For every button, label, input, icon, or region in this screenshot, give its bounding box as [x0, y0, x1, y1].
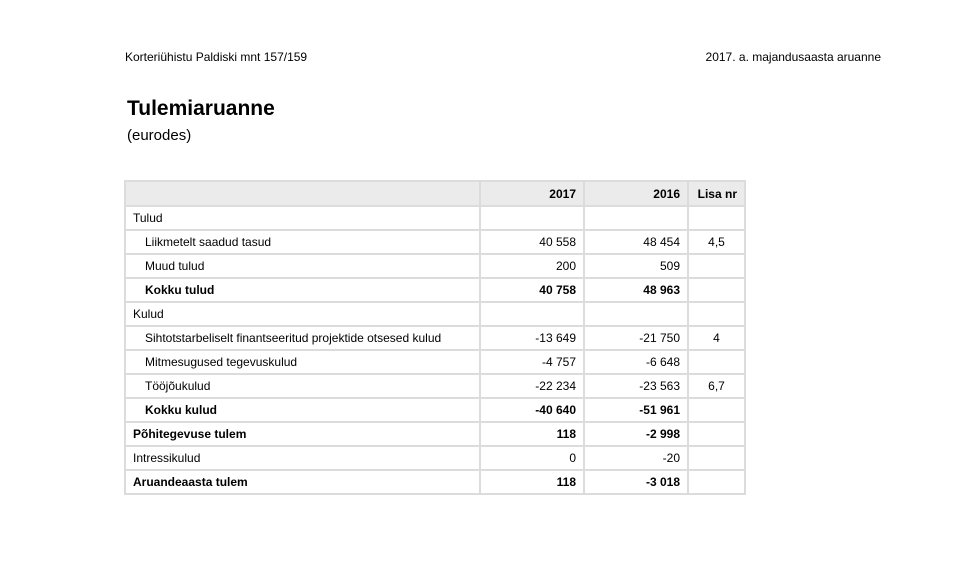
- value-2017: 0: [480, 446, 584, 470]
- note-ref: [688, 398, 745, 422]
- column-header-2016: 2016: [584, 181, 688, 206]
- value-2017: 118: [480, 470, 584, 494]
- value-2016: -3 018: [584, 470, 688, 494]
- value-2016: -6 648: [584, 350, 688, 374]
- table-header-row: [125, 181, 745, 206]
- value-2017: 40 758: [480, 278, 584, 302]
- row-label: Tulud: [125, 206, 480, 230]
- note-ref: [688, 422, 745, 446]
- income-statement-table: [124, 180, 746, 495]
- value-2017: 118: [480, 422, 584, 446]
- table-row: [125, 230, 745, 254]
- value-2016: -20: [584, 446, 688, 470]
- note-ref: [688, 302, 745, 326]
- row-label: Tööjõukulud: [125, 374, 480, 398]
- note-ref: [688, 446, 745, 470]
- value-2016: 509: [584, 254, 688, 278]
- table-row: [125, 254, 745, 278]
- row-label: Kokku tulud: [125, 278, 480, 302]
- column-header-note: Lisa nr: [688, 181, 745, 206]
- value-2017: -4 757: [480, 350, 584, 374]
- note-ref: 6,7: [688, 374, 745, 398]
- table-row: [125, 374, 745, 398]
- row-label: Aruandeaasta tulem: [125, 470, 480, 494]
- row-label: Intressikulud: [125, 446, 480, 470]
- company-name: Korteriühistu Paldiski mnt 157/159: [125, 50, 308, 64]
- row-label: Sihtotstarbeliselt finantseeritud projektide otsesed kulud: [125, 326, 480, 350]
- table-row: [125, 446, 745, 470]
- table-row: [125, 302, 745, 326]
- value-2016: 48 963: [584, 278, 688, 302]
- row-label: Liikmetelt saadud tasud: [125, 230, 480, 254]
- value-2017: 40 558: [480, 230, 584, 254]
- value-2017: [480, 206, 584, 230]
- row-label: Kokku kulud: [125, 398, 480, 422]
- report-title: 2017. a. majandusaasta aruanne: [705, 50, 881, 64]
- note-ref: [688, 278, 745, 302]
- value-2016: 48 454: [584, 230, 688, 254]
- value-2016: -21 750: [584, 326, 688, 350]
- value-2016: -23 563: [584, 374, 688, 398]
- note-ref: 4,5: [688, 230, 745, 254]
- row-label: Muud tulud: [125, 254, 480, 278]
- value-2017: [480, 302, 584, 326]
- value-2017: -40 640: [480, 398, 584, 422]
- table-row: [125, 278, 745, 302]
- note-ref: 4: [688, 326, 745, 350]
- table-row: [125, 422, 745, 446]
- column-header-label: [125, 181, 480, 206]
- note-ref: [688, 350, 745, 374]
- value-2016: [584, 206, 688, 230]
- table-row: [125, 206, 745, 230]
- note-ref: [688, 206, 745, 230]
- note-ref: [688, 470, 745, 494]
- table-row: [125, 326, 745, 350]
- table-row: [125, 398, 745, 422]
- row-label: Kulud: [125, 302, 480, 326]
- table-row: [125, 350, 745, 374]
- value-2016: -51 961: [584, 398, 688, 422]
- table-row: [125, 470, 745, 494]
- row-label: Mitmesugused tegevuskulud: [125, 350, 480, 374]
- value-2017: 200: [480, 254, 584, 278]
- statement-title: Tulemiaruanne: [127, 97, 275, 120]
- value-2016: [584, 302, 688, 326]
- column-header-2017: 2017: [480, 181, 584, 206]
- value-2016: -2 998: [584, 422, 688, 446]
- row-label: Põhitegevuse tulem: [125, 422, 480, 446]
- note-ref: [688, 254, 745, 278]
- value-2017: -13 649: [480, 326, 584, 350]
- statement-subtitle: (eurodes): [127, 127, 192, 144]
- value-2017: -22 234: [480, 374, 584, 398]
